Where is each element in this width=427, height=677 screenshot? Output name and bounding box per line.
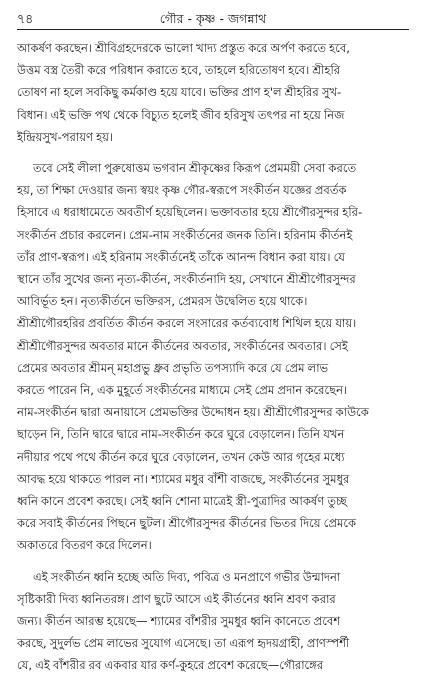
paragraph-2 (17, 157, 409, 557)
text-line: অকাতরে বিতরণ করে দিলেন। (17, 538, 152, 553)
paragraph-1 (17, 37, 409, 148)
text-line: শ্রীশ্রীগৌরহরির প্রবর্তিত কীর্তন করলে সংসারের কর্তব্যবোধ শিথিল হয়ে যায়। (17, 316, 357, 331)
page-number: ৭৪ (17, 11, 34, 26)
text-line: করতে পারেন নি, এক মুহূর্তে সংকীর্তনের মাধ্যমে সেই প্রেম প্রদান করেছেন। (17, 383, 348, 398)
text-line: ধ্বনি কানে প্রবেশ করছে। সেই ধ্বনি শোনা মাত্রেই স্ত্রী-পুত্রাদির আকর্ষণ তুচ্ছ (17, 494, 347, 509)
text-line: ছাড়েন নি, তিনি দ্বারে দ্বারে নাম-সংকীর্তন করে ঘুরে বেড়ালেন। তিনি যখন (17, 427, 345, 442)
paragraph-gap (17, 557, 409, 566)
text-line: নদীয়ার পথে পথে কীর্তন করে ঘুরে বেড়ালেন, তখন কেউ আর গৃহের মধ্যে (17, 449, 345, 464)
text-line: আবদ্ধ হয়ে থাকতে পারল না। শ্যামের মধুর বাঁশী বাজছে, সংকীর্তনের সুমধুর (17, 471, 350, 486)
text-line: স্থানে তাঁর সুখের জন্য নৃত্য-কীর্তন, সংকীর্তনাদি হয়, সেখানে শ্রীশ্রীগৌরসুন্দর (17, 272, 356, 287)
text-line: তবে সেই লীলা পুরুষোত্তম ভগবান শ্রীকৃষ্ণের কিরূপ প্রেমময়ী সেবা করতে (33, 161, 357, 176)
text-line: হিসাবে এ ধরাধামেতে অবতীর্ণ হয়েছিলেন। ভক্তাবতার হয়ে শ্রীগৌরসুন্দর হরি- (17, 205, 363, 220)
text-line: বিধান। এই ভক্তি পথ থেকে বিচ্যুত হলেই জীব হরিসুখ তৎপর না হয়ে নিজ (17, 107, 345, 122)
text-line: শ্রীশ্রীগৌরসুন্দর অবতার মানে কীর্তনের অবতার, সংকীর্তনের অবতার। সেই (17, 338, 348, 353)
header-rule (17, 29, 409, 30)
paragraph-3 (17, 566, 409, 677)
text-line: জন্য। কীর্তন আরম্ভ হয়েছে— শ্যামের বাঁশরীর সুমধুর ধ্বনি কানেতে প্রবেশ (17, 614, 341, 629)
text-line: প্রেমের অবতার শ্রীমন্ মহাপ্রভু ধ্রুব প্রভৃতি তপস্যাদি করে যে প্রেম লাভ (17, 360, 329, 375)
text-line: এই সংকীর্তন ধ্বনি হচ্ছে অতি দিব্য, পবিত্র ও মনপ্রাণে গভীর উন্মাদনা (33, 569, 341, 584)
text-line: ইন্দ্রিয়সুখ-পরায়ণ হয়। (17, 129, 114, 144)
text-line: তাঁর প্রাণ-স্বরূপ। এই হরিনাম সংকীর্তনেই তাঁকে আনন্দ বিধান করা যায়। যে (17, 249, 345, 264)
text-line: হয়, তা শিক্ষা দেওয়ার জন্য স্বয়ং কৃষ্ণ গৌর-স্বরূপে সংকীর্তন যজ্ঞের প্রবর্তক (17, 183, 347, 198)
text-line: করছে, সুদুর্লভ প্রেম লাভের সুযোগ এসেছে। তা এরূপ হৃদয়গ্রাহী, প্রাণস্পর্শী (17, 636, 350, 651)
page-body (17, 37, 409, 677)
text-line: করে সবাই কীর্তনের পিছনে ছুটল। শ্রীগৌরসুন্দর কীর্তনের ভিতর দিয়ে প্রেমকে (17, 516, 357, 531)
running-title: গৌর - কৃষ্ণ - জগন্নাথ (159, 11, 267, 26)
text-line: সৃষ্টিকারী দিব্য ধ্বনিতরঙ্গ। প্রাণ ছুটে আসে এই কীর্তনের ধ্বনি শ্রবণ করার (17, 591, 336, 606)
text-line: নাম-সংকীর্তন দ্বারা অনায়াসে প্রেমভক্তির উদ্দোধন হয়। শ্রীশ্রীগৌরসুন্দর কাউকে (17, 405, 369, 420)
text-line: আবির্ভূত হন। নৃত্যকীর্তনে ভক্তিরস, প্রেমরস উদ্বেলিত হয়ে থাকে। (17, 294, 308, 309)
paragraph-gap (17, 148, 409, 157)
text-line: উত্তম বস্ত্র তৈরী করে পরিধান করাতে হবে, তাহলে হরিতোষণ হবে। শ্রীহরি (17, 63, 341, 78)
text-line: যে, এই বাঁশরীর রব একবার যার কর্ণ-কুহরে প্রবেশ করেছে—গৌরাঙ্গের (17, 658, 324, 673)
page-header (17, 10, 409, 30)
text-line: সংকীর্তন প্রচার করলেন। প্রেম-নাম সংকীর্তনের জনক তিনি। হরিনাম কীর্তনই (17, 227, 353, 242)
text-line: তোষণ না হলে সবকিছু কর্মকাণ্ড হয়ে যাবে। ভক্তির প্রাণ হ'ল শ্রীহরির সুখ- (17, 85, 342, 100)
text-line: আকর্ষণ করছেন। শ্রীবিগ্রহদেরকে ভালো খাদ্য প্রস্তুত করে অর্পণ করতে হবে, (17, 41, 350, 55)
